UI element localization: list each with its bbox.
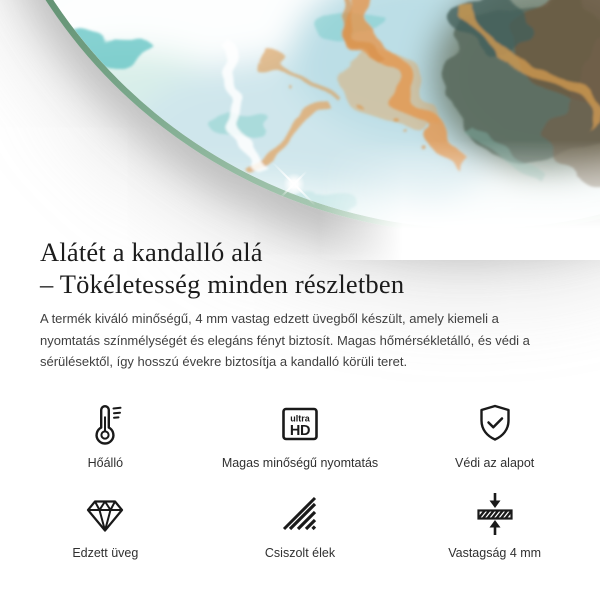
ultra-hd-icon [278, 401, 322, 447]
shield-check-icon [473, 401, 517, 447]
feature-grid [0, 401, 600, 561]
feature-label: Vastagság 4 mm [448, 546, 542, 560]
product-photo [0, 0, 600, 265]
feature-polished-edges [203, 491, 398, 561]
svg-text:HD: HD [289, 423, 311, 439]
feature-print-quality [203, 401, 398, 471]
feature-thickness [397, 491, 592, 561]
polished-edges-icon [278, 491, 322, 537]
thermometer-icon [83, 401, 127, 447]
diamond-icon [83, 491, 127, 537]
page-title-line2: – Tökéletesség minden részletben [40, 269, 405, 299]
product-description: A termék kiváló minőségű, 4 mm vastag edzett üvegből készült, amely kiemeli a nyomtatás színmélységét és elegáns fényt biztosít. Magas hőmérsékletálló, és védi a sérülésektől, így hosszú évekre biztosítja a kandalló körüli teret. [40, 311, 530, 369]
feature-heat-resistant [8, 401, 203, 471]
feature-protects-base [397, 401, 592, 471]
feature-label: Edzett üveg [72, 546, 139, 560]
feature-label: Védi az alapot [455, 456, 535, 470]
feature-label: Hőálló [87, 456, 124, 470]
svg-text:ultra: ultra [290, 413, 310, 424]
image-fade-overlay [318, 88, 600, 260]
page-title-line1: Alátét a kandalló alá [40, 237, 263, 267]
page-title [40, 236, 404, 300]
feature-tempered-glass [8, 491, 203, 561]
feature-label: Magas minőségű nyomtatás [221, 456, 379, 470]
feature-label: Csiszolt élek [264, 546, 336, 560]
thickness-arrows-icon [473, 491, 517, 537]
